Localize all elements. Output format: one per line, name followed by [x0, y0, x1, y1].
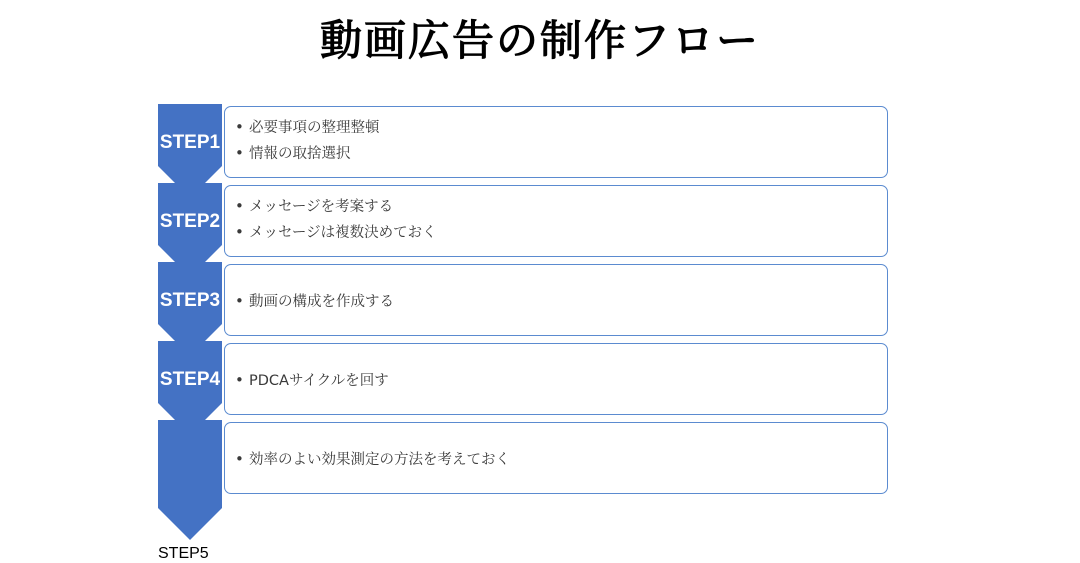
step-content-card-2[interactable]	[224, 185, 888, 257]
step-content-card-1[interactable]	[224, 106, 888, 178]
list-item: • PDCAサイクルを回す	[235, 368, 877, 394]
step-content-card-4[interactable]	[224, 343, 888, 415]
step-content-card-5[interactable]	[224, 422, 888, 494]
list-item: • 効率のよい効果測定の方法を考えておく	[235, 447, 877, 473]
bullet-list-1	[235, 115, 877, 167]
bullet-list-4	[235, 350, 877, 394]
list-item: • メッセージは複数決めておく	[235, 220, 877, 246]
chevron-shape-step5[interactable]	[158, 420, 222, 562]
step-label-5: STEP5	[158, 545, 209, 562]
step-label-4: STEP4	[159, 369, 221, 390]
flow-row-step3	[158, 262, 898, 340]
process-flow-diagram	[158, 104, 898, 562]
bullet-list-3	[235, 271, 877, 315]
step-content-card-3[interactable]	[224, 264, 888, 336]
flow-row-step1	[158, 104, 898, 182]
list-item: • 必要事項の整理整頓	[235, 115, 877, 141]
bullet-list-5	[235, 429, 877, 473]
step-label-3: STEP3	[159, 290, 221, 311]
flow-row-step5	[158, 420, 898, 562]
bullet-list-2	[235, 194, 877, 246]
list-item: • 情報の取捨選択	[235, 141, 877, 167]
step-label-1: STEP1	[159, 132, 221, 153]
page-title: 動画広告の制作フロー	[319, 16, 760, 65]
list-item: • 動画の構成を作成する	[235, 289, 877, 315]
flow-row-step4	[158, 341, 898, 419]
list-item: • メッセージを考案する	[235, 194, 877, 220]
step-label-2: STEP2	[159, 211, 221, 232]
flow-row-step2	[158, 183, 898, 261]
